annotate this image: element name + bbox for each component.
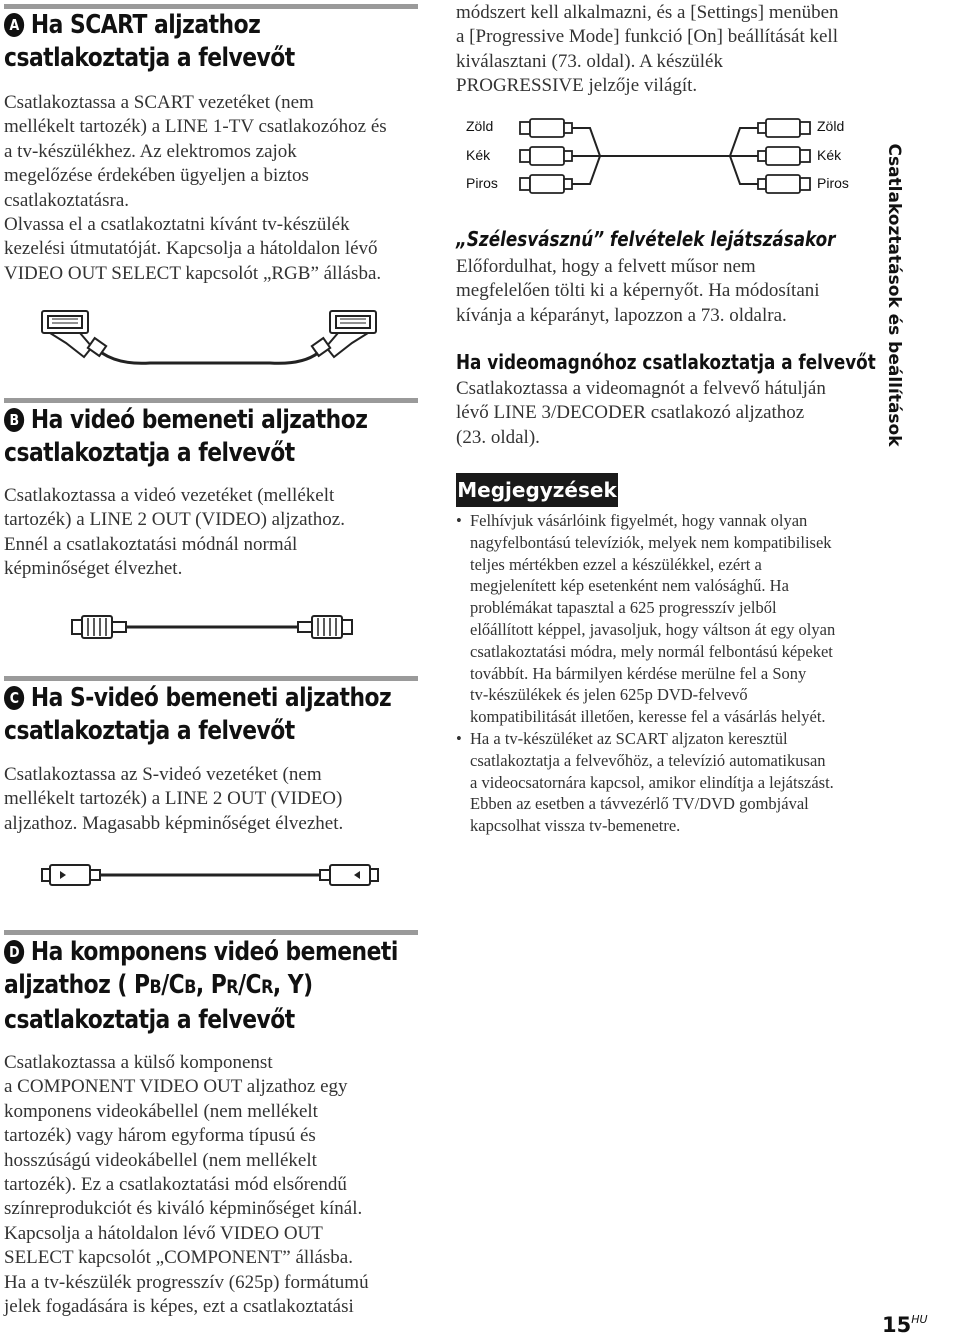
- pr-subscript: R: [226, 976, 239, 998]
- note-line: kapcsolhat vissza tv-bemenetre.: [470, 816, 681, 836]
- notes-list: [456, 510, 872, 837]
- vcr-heading: Ha videomagnóhoz csatlakoztatja a felvevőt: [456, 350, 876, 374]
- section-d-title-post: , Y): [272, 970, 313, 1000]
- section-a-title-line1: Ha SCART aljzathoz: [30, 10, 261, 40]
- note-item: [456, 510, 872, 728]
- section-a-body: [4, 91, 418, 286]
- section-b-title-line2: csatlakoztatja a felvevőt: [4, 438, 295, 468]
- section-a-line: mellékelt tartozék) a LINE 1-TV csatlakozóhoz és: [4, 116, 387, 138]
- vcr-line: (23. oldal).: [456, 426, 540, 448]
- section-a-line: kezelési útmutatóját. Kapcsolja a hátoldalon lévő: [4, 238, 378, 260]
- section-d-line: Ha a tv-készülék progresszív (625p) formátumú: [4, 1271, 369, 1293]
- section-d-line: hosszúságú videokábellel (nem mellékelt: [4, 1149, 317, 1171]
- section-d-heading: [4, 936, 398, 1037]
- side-tab-label: Csatlakoztatások és beállítások: [884, 143, 904, 447]
- section-d-line: Csatlakoztassa a külső komponenst: [4, 1052, 273, 1073]
- intro-line: PROGRESSIVE jelzője világít.: [456, 75, 698, 97]
- note-line: kompatibilitását illetően, keresse fel a vásárlás helyét.: [470, 707, 826, 727]
- section-d-line: a COMPONENT VIDEO OUT aljzathoz egy: [4, 1076, 348, 1098]
- section-c-heading: [4, 682, 391, 748]
- intro-line: kiválasztani (73. oldal). A készülék: [456, 50, 723, 72]
- section-d-title-line1: Ha komponens videó bemeneti: [30, 937, 398, 967]
- section-d-line: tartozék) vagy három egyforma típusú és: [4, 1125, 316, 1147]
- section-d-line: SELECT kapcsolót „COMPONENT” állásba.: [4, 1247, 353, 1269]
- pr-label: P: [210, 970, 227, 1000]
- note-line: előállított képpel, javasoljuk, hogy váltson át egy olyan: [470, 619, 836, 639]
- section-c-line: mellékelt tartozék) a LINE 2 OUT (VIDEO): [4, 788, 343, 810]
- section-c-line: Csatlakoztassa az S-videó vezetéket (nem: [4, 764, 322, 785]
- widescreen-line: kívánja a képarányt, lapozzon a 73. oldalra.: [456, 304, 787, 326]
- section-b-badge: B: [4, 408, 24, 432]
- note-line: a videocsatornára kapcsol, amikor elindítja a lejátszást.: [470, 772, 834, 792]
- cb-subscript: B: [184, 976, 196, 998]
- section-d-title-pre: aljzathoz (: [4, 970, 127, 1000]
- video-cable-illustration: [72, 606, 352, 650]
- section-b-line: tartozék) a LINE 2 OUT (VIDEO) aljzathoz.: [4, 509, 345, 531]
- section-b-line: képminőséget élvezhet.: [4, 558, 183, 580]
- section-a-line: Csatlakoztassa a SCART vezetéket (nem: [4, 92, 314, 113]
- section-a-line: a tv-készülékhez. Az elektromos zajok: [4, 140, 297, 162]
- section-a-heading: [4, 9, 295, 75]
- widescreen-body: [456, 255, 872, 328]
- cb-label: /C: [161, 970, 185, 1000]
- section-a-line: VIDEO OUT SELECT kapcsolót „RGB” állásba.: [4, 262, 382, 284]
- note-line: megjelenített kép esetenként nem valósághű. Ha: [470, 576, 789, 596]
- note-line: Felhívjuk vásárlóink figyelmét, hogy vannak olyan: [470, 511, 808, 530]
- s-video-cable-illustration: [42, 862, 378, 890]
- section-a-title-line2: csatlakoztatja a felvevőt: [4, 43, 295, 73]
- bullet: •: [456, 511, 462, 530]
- cable-label-left-green: Zöld: [466, 118, 494, 134]
- section-d-line: tartozék). Ez a csatlakoztatási mód elsőrendű: [4, 1174, 347, 1196]
- note-line: problémákat tapasztal a 625 progresszív jelből: [470, 598, 777, 618]
- vcr-line: Csatlakoztassa a videomagnót a felvevő hátulján: [456, 378, 826, 399]
- note-line: teljes mértékben ezzel a készülékkel, ezért a: [470, 554, 762, 574]
- section-b-line: Csatlakoztassa a videó vezetéket (mellékelt: [4, 485, 335, 506]
- notes-title-box: Megjegyzések: [456, 473, 618, 507]
- section-d-body: [4, 1051, 418, 1319]
- vcr-body: [456, 377, 872, 450]
- bullet: •: [456, 728, 462, 748]
- section-b-title-line1: Ha videó bemeneti aljzathoz: [30, 405, 368, 435]
- section-a-line: Olvassa el a csatlakoztatni kívánt tv-készülék: [4, 214, 350, 236]
- progressive-intro: [456, 1, 872, 99]
- cable-label-left-blue: Kék: [466, 147, 491, 163]
- note-item: [456, 728, 872, 837]
- section-d-line: színreprodukciót és kiváló képminőséget kínál.: [4, 1198, 363, 1220]
- section-c-body: [4, 763, 418, 836]
- section-d-line: komponens videokábellel (nem mellékelt: [4, 1100, 318, 1122]
- note-line: Ebben az esetben a távvezérlő TV/DVD gombjával: [470, 794, 809, 814]
- side-section-tab: [868, 143, 920, 447]
- widescreen-line: megfelelően tölti ki a képernyőt. Ha módosítani: [456, 280, 820, 302]
- section-d-line: jelek fogadására is képes, ezt a csatlakoztatási: [4, 1296, 354, 1318]
- section-d-badge: D: [4, 940, 24, 964]
- pb-subscript: B: [149, 976, 162, 998]
- section-c-badge: C: [4, 686, 24, 710]
- intro-line: a [Progressive Mode] funkció [On] beállítását kell: [456, 26, 838, 48]
- section-c-title-line1: Ha S-videó bemeneti aljzathoz: [30, 683, 392, 713]
- note-line: nagyfelbontású televíziók, melyek nem kompatibilisek: [470, 532, 832, 552]
- page-number: [882, 1313, 928, 1337]
- section-b-heading: [4, 404, 367, 470]
- section-b-line: Ennél a csatlakoztatási módnál normál: [4, 533, 298, 555]
- section-c-title-line2: csatlakoztatja a felvevőt: [4, 716, 295, 746]
- note-line: Ha a tv-készüléket az SCART aljzaton keresztül: [470, 728, 788, 748]
- page-language-suffix: HU: [911, 1313, 928, 1326]
- pb-label: P: [134, 970, 150, 1000]
- section-a-line: megelőzése érdekében ügyeljen a biztos: [4, 165, 309, 187]
- intro-line: módszert kell alkalmazni, és a [Settings] menüben: [456, 2, 839, 23]
- component-cable-illustration: [520, 116, 810, 196]
- vcr-line: lévő LINE 3/DECODER csatlakozó aljzathoz: [456, 402, 805, 424]
- widescreen-line: Előfordulhat, hogy a felvett műsor nem: [456, 256, 756, 277]
- cable-label-left-red: Piros: [466, 175, 498, 191]
- section-b-body: [4, 484, 418, 582]
- section-c-rule: [4, 676, 418, 681]
- section-a-line: csatlakoztatásra.: [4, 189, 130, 211]
- section-d-line: Kapcsolja a hátoldalon lévő VIDEO OUT: [4, 1222, 323, 1244]
- cr-label: /C: [238, 970, 262, 1000]
- section-d-title-line3: csatlakoztatja a felvevőt: [4, 1005, 295, 1035]
- section-a-badge: A: [4, 13, 24, 37]
- page-number-value: 15: [882, 1313, 912, 1337]
- scart-cable-illustration: [40, 305, 380, 367]
- section-d-rule: [4, 930, 418, 935]
- cr-subscript: R: [261, 976, 273, 998]
- section-c-line: aljzathoz. Magasabb képminőséget élvezhet.: [4, 812, 344, 834]
- cable-label-right-red: Piros: [817, 175, 849, 191]
- note-line: továbbít. Ha bármilyen kérdése merülne fel a Sony: [470, 663, 807, 683]
- note-line: csatlakoztatási módra, mely normál felbontású képeket: [470, 641, 833, 661]
- section-b-rule: [4, 398, 418, 403]
- widescreen-heading: „Szélesvásznú” felvételek lejátszásakor: [456, 227, 836, 251]
- note-line: tv-készülékek és jelen 625p DVD-felvevő: [470, 685, 748, 705]
- separator: ,: [195, 970, 211, 1000]
- section-d-title-line2: [4, 970, 313, 1000]
- note-line: csatlakoztatja a felvevőhöz, a televízió automatikusan: [470, 750, 826, 770]
- cable-label-right-blue: Kék: [817, 147, 842, 163]
- cable-label-right-green: Zöld: [817, 118, 845, 134]
